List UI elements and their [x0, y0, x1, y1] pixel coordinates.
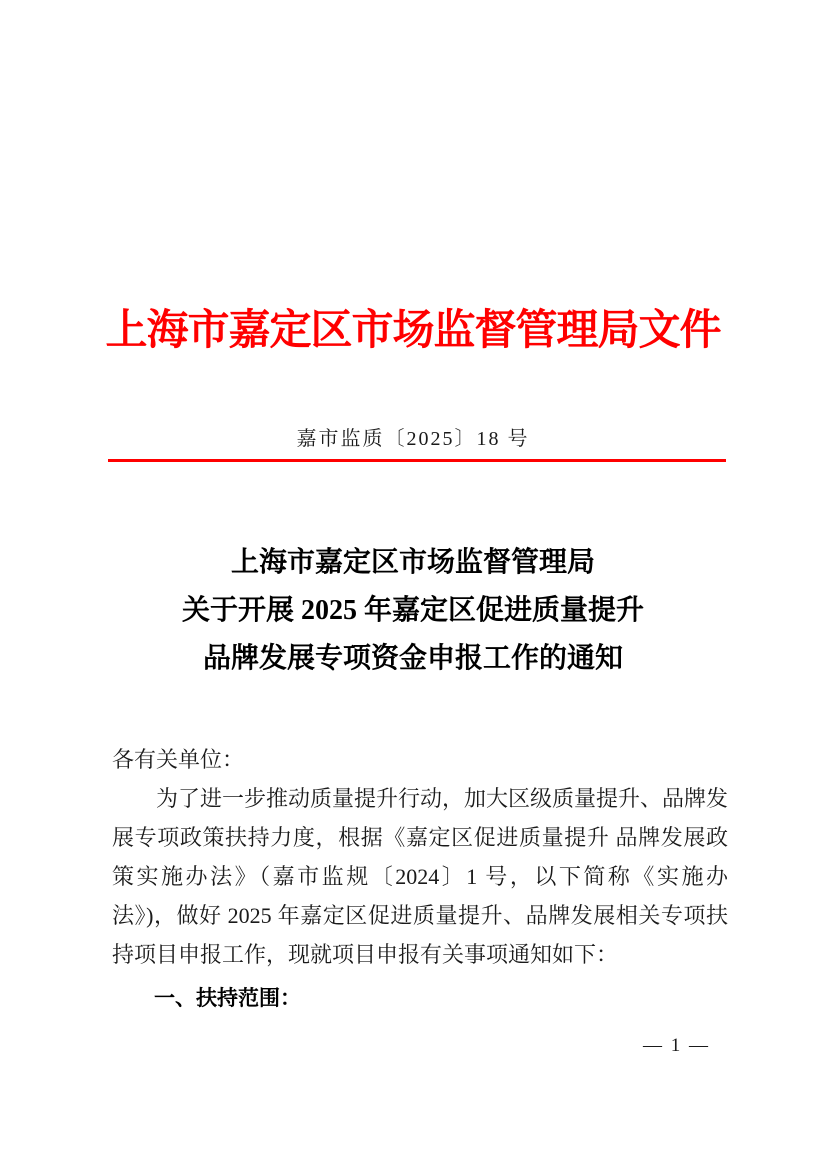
- salutation: 各有关单位：: [112, 747, 245, 772]
- notice-title: [104, 539, 722, 683]
- notice-title-line-1: 上海市嘉定区市场监督管理局: [230, 547, 595, 578]
- notice-body: [112, 740, 728, 1018]
- red-divider-line: [108, 459, 726, 462]
- document-reference-number: 嘉市监质〔2025〕18 号: [296, 428, 530, 450]
- notice-title-line-2: 关于开展 2025 年嘉定区促进质量提升: [181, 595, 644, 626]
- body-paragraph-1: 为了进一步推动质量提升行动，加大区级质量提升、品牌发展专项政策扶持力度，根据《嘉定区促进质量提升 品牌发展政策实施办法》（嘉市监规〔2024〕1 号，以下简称《实施办法》)，做好 2025 年嘉定区促进质量提升、品牌发展相关专项扶持项目申报工作，现就项目申报有关事项通知如下：: [112, 786, 729, 967]
- notice-title-line-3: 品牌发展专项资金申报工作的通知: [202, 643, 623, 674]
- page-number: — 1 —: [643, 1035, 710, 1056]
- agency-banner-title: 上海市嘉定区市场监督管理局文件: [105, 308, 721, 354]
- section-heading-1: 一、扶持范围：: [154, 987, 301, 1010]
